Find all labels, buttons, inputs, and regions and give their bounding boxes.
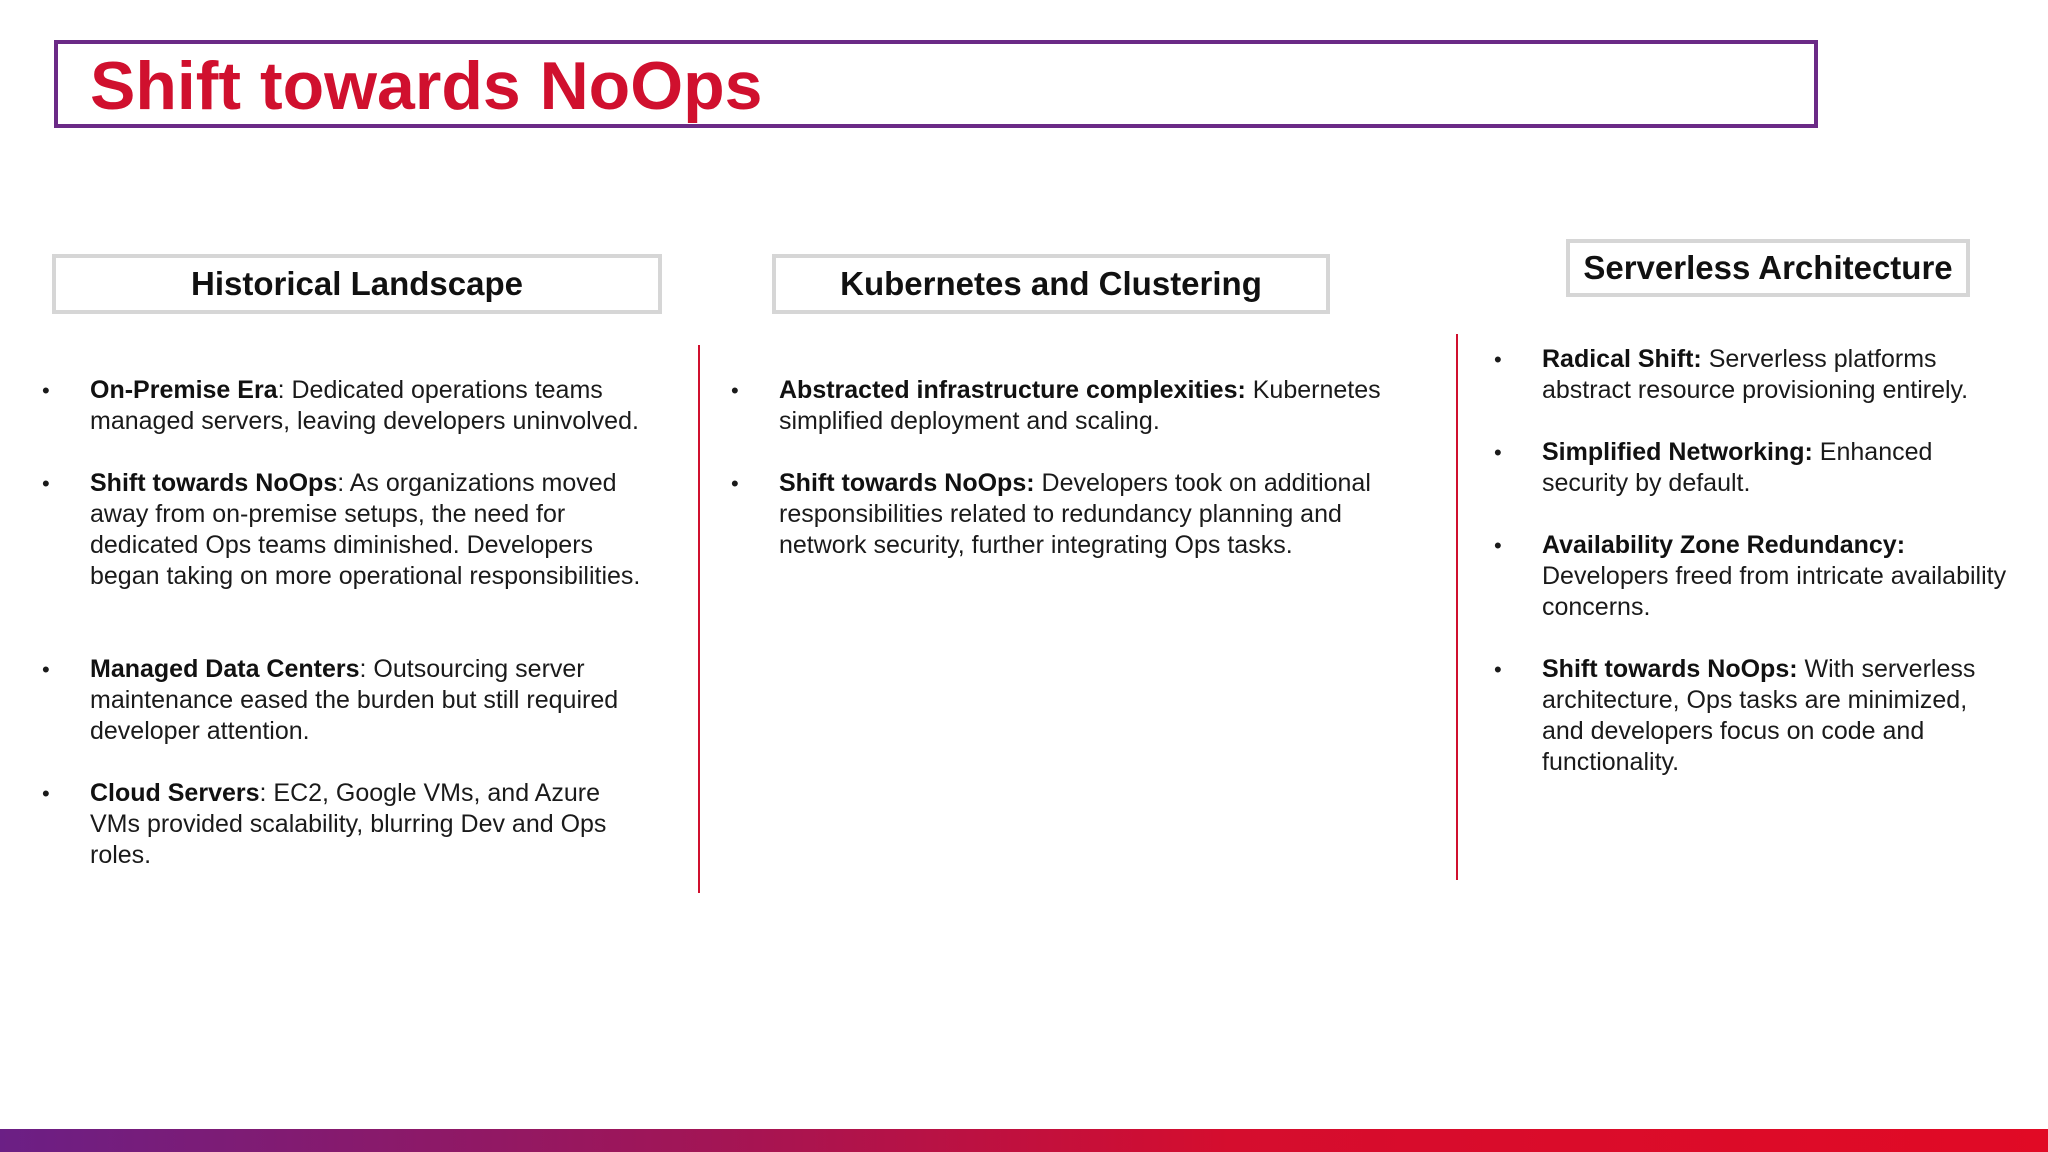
column-header-serverless-architecture: Serverless Architecture xyxy=(1566,239,1970,297)
item-title: Abstracted infrastructure complexities: xyxy=(779,376,1246,404)
item-text: : As organizations moved away from on-premise setups, the need for dedicated Ops teams diminished. Developers began taking on more operational responsibilities. xyxy=(90,469,641,590)
bullet-icon: • xyxy=(42,781,50,806)
column-divider xyxy=(698,345,700,893)
list-item xyxy=(42,654,642,747)
list-item xyxy=(731,468,1411,561)
item-text: : EC2, Google VMs, and Azure VMs provided scalability, blurring Dev and Ops roles. xyxy=(90,779,607,869)
bullet-icon: • xyxy=(42,378,50,403)
item-text: With serverless architecture, Ops tasks are minimized, and developers focus on code and functionality. xyxy=(1542,655,1976,776)
list-item xyxy=(1494,654,2014,778)
item-title: Shift towards NoOps: xyxy=(1542,655,1798,683)
list-item xyxy=(731,375,1411,437)
title-box xyxy=(54,40,1818,128)
bullet-icon: • xyxy=(42,657,50,682)
item-text: Serverless platforms abstract resource provisioning entirely. xyxy=(1542,345,1969,404)
bullet-icon: • xyxy=(42,471,50,496)
list-item xyxy=(1494,530,2014,623)
item-text: Developers took on additional responsibilities related to redundancy planning and network security, further integrating Ops tasks. xyxy=(779,469,1371,559)
serverless-list xyxy=(1494,344,2014,778)
bullet-icon: • xyxy=(1494,440,1502,465)
item-text: : Dedicated operations teams managed servers, leaving developers uninvolved. xyxy=(90,376,639,435)
column-header-kubernetes-and-clustering: Kubernetes and Clustering xyxy=(772,254,1330,314)
bullet-icon: • xyxy=(731,378,739,403)
item-title: Availability Zone Redundancy: xyxy=(1542,531,1906,559)
list-item xyxy=(1494,344,2014,406)
bullet-icon: • xyxy=(1494,533,1502,558)
item-title: Cloud Servers xyxy=(90,779,260,807)
item-title: Shift towards NoOps: xyxy=(779,469,1035,497)
list-item xyxy=(42,778,642,871)
item-text: Kubernetes simplified deployment and scaling. xyxy=(779,376,1381,435)
item-title: Managed Data Centers xyxy=(90,655,360,683)
bullet-icon: • xyxy=(1494,657,1502,682)
footer-gradient-bar xyxy=(0,1129,2048,1152)
kubernetes-list xyxy=(731,375,1411,561)
item-title: Radical Shift: xyxy=(1542,345,1702,373)
historical-landscape-list xyxy=(42,375,642,871)
item-text: : Outsourcing server maintenance eased the burden but still required developer attention. xyxy=(90,655,619,745)
list-item xyxy=(1494,437,2014,499)
list-item xyxy=(42,468,642,592)
item-title: Shift towards NoOps xyxy=(90,469,338,497)
slide-title: Shift towards NoOps xyxy=(90,48,763,124)
item-title: Simplified Networking: xyxy=(1542,438,1813,466)
item-title: On-Premise Era xyxy=(90,376,278,404)
bullet-icon: • xyxy=(731,471,739,496)
bullet-icon: • xyxy=(1494,347,1502,372)
column-header-historical-landscape: Historical Landscape xyxy=(52,254,662,314)
column-divider xyxy=(1456,334,1458,880)
list-item xyxy=(42,375,642,437)
item-text: Developers freed from intricate availability concerns. xyxy=(1542,562,2007,621)
item-text: Enhanced security by default. xyxy=(1542,438,1933,497)
